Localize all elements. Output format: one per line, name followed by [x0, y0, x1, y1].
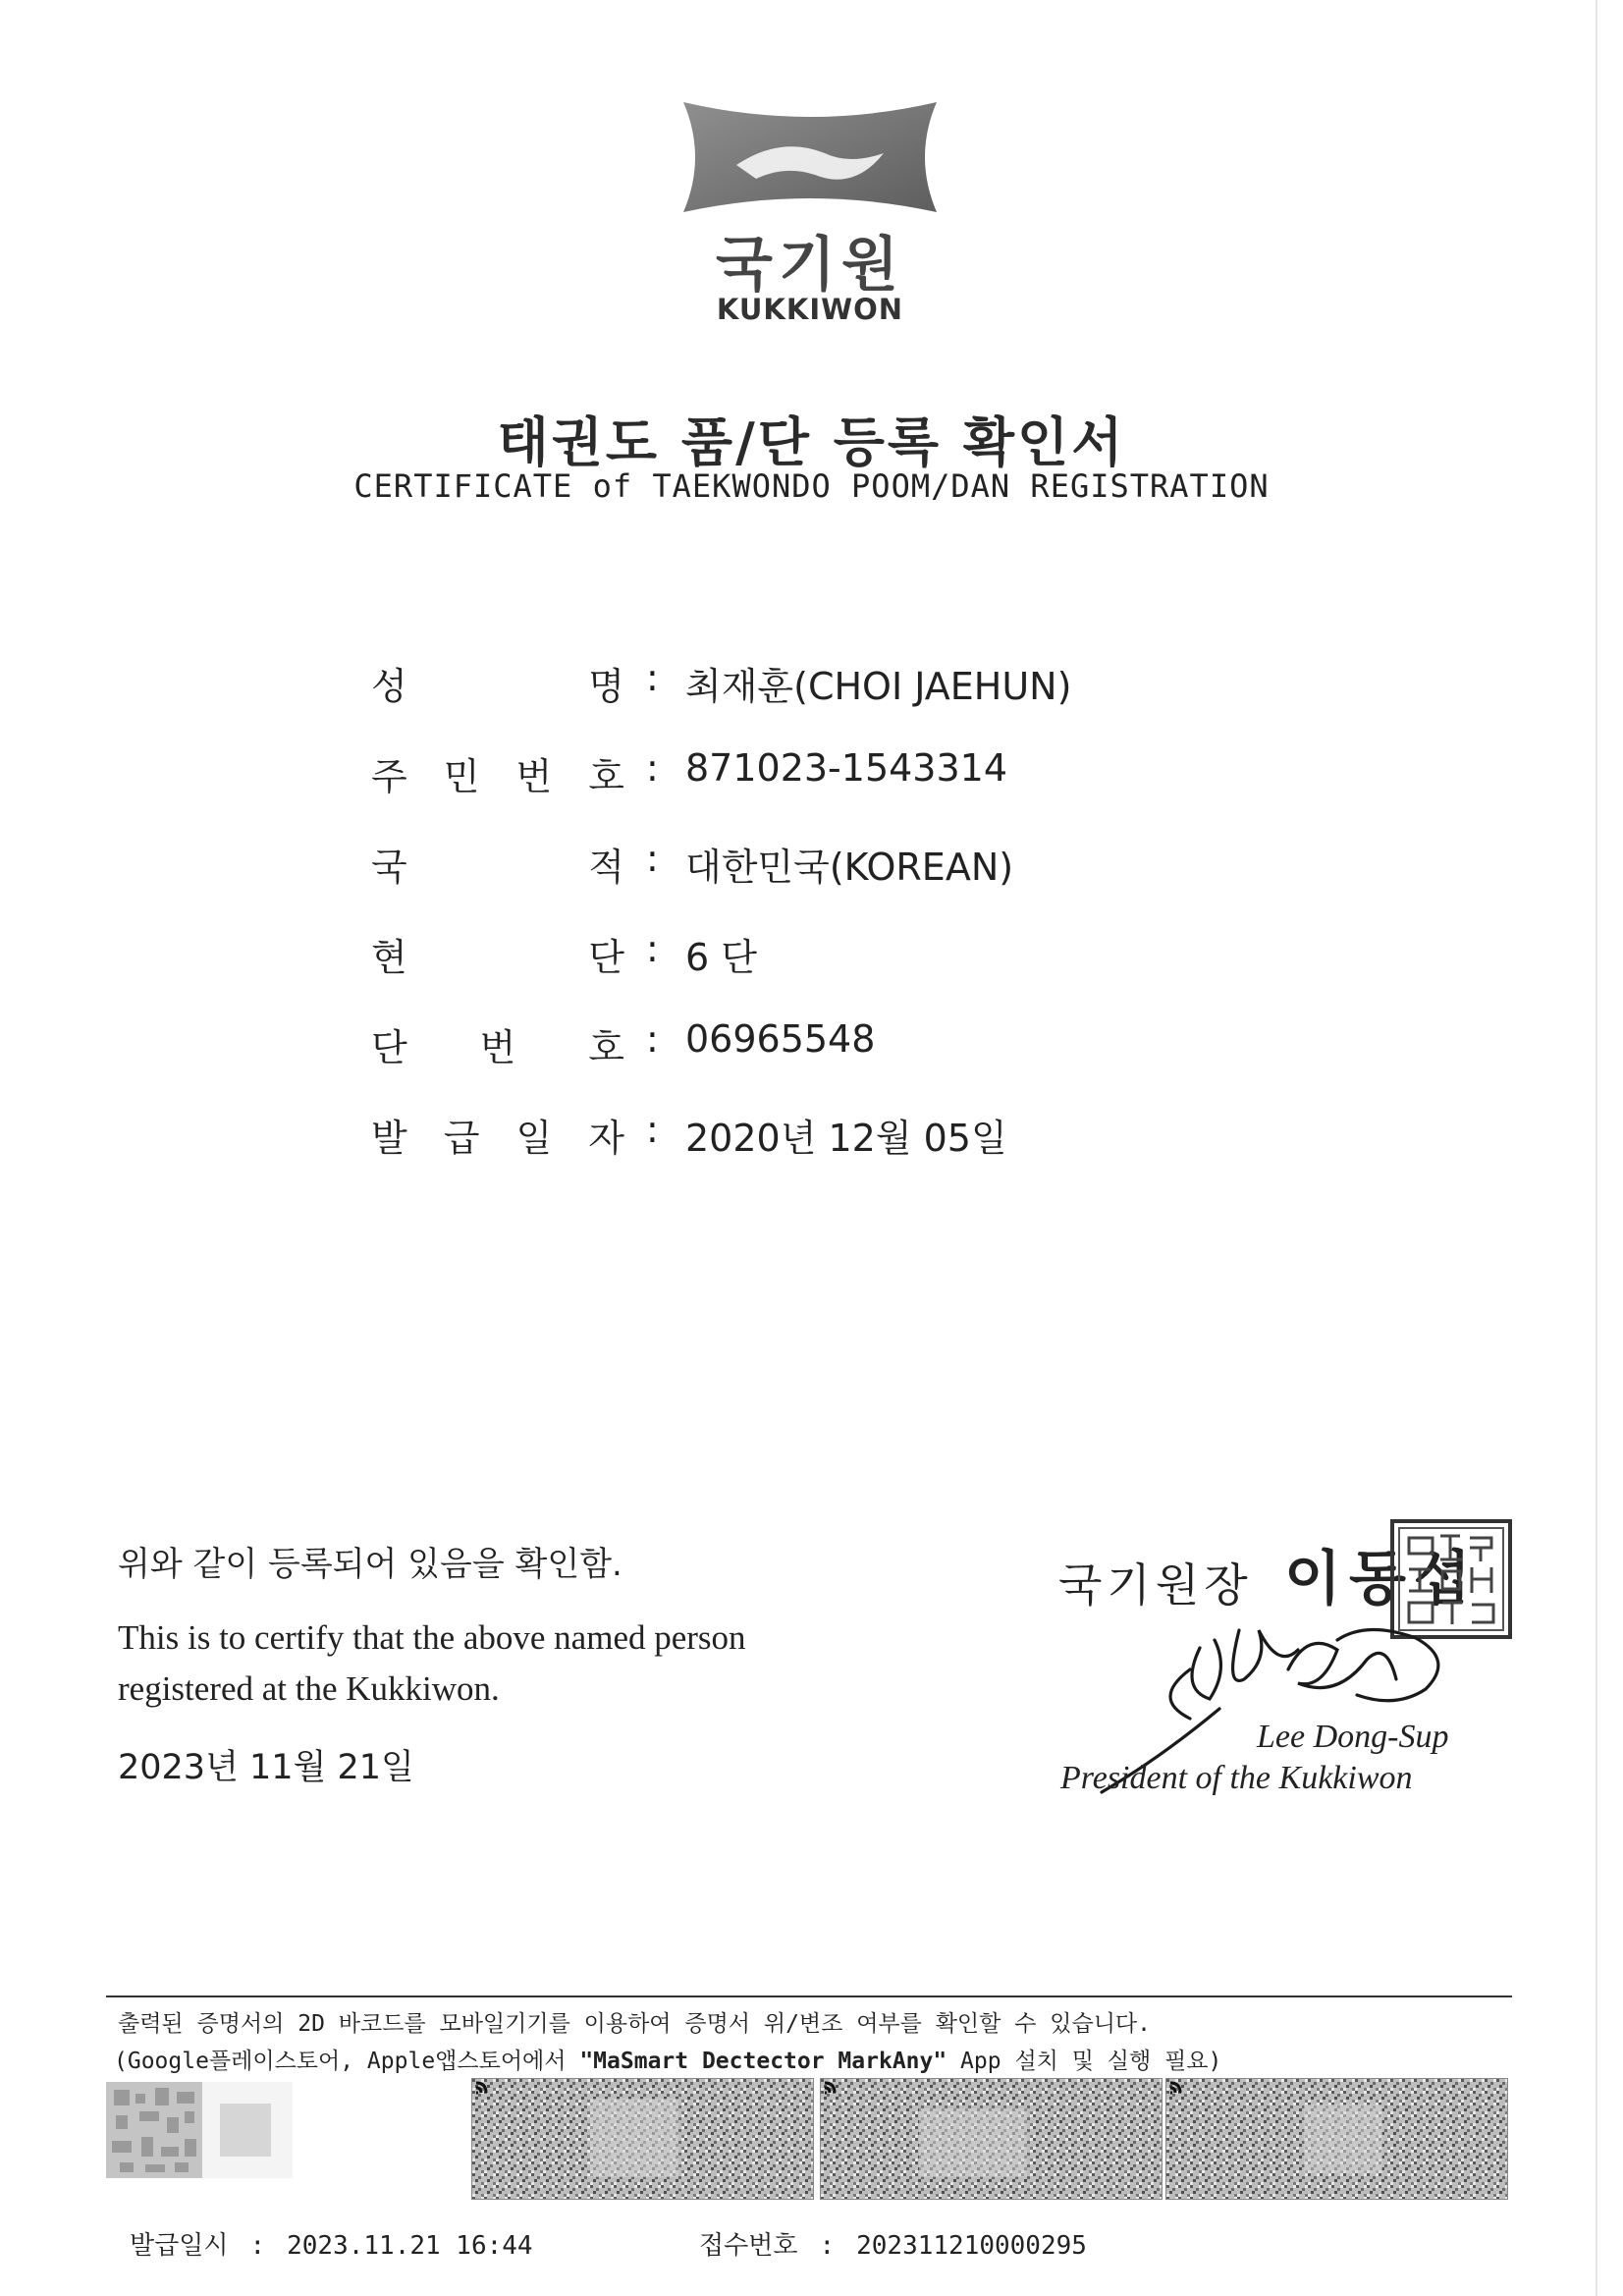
logo-korean-text: 국기원 — [716, 231, 904, 300]
footer-note-line1: 출력된 증명서의 2D 바코드를 모바일기기를 이용하여 증명서 위/변조 여부를 확인할 수 있습니다. — [118, 2011, 1151, 2037]
field-value: 최재훈(CHOI JAEHUN) — [685, 665, 1072, 708]
issued-datetime: 발급일시 : 2023.11.21 16:44 — [130, 2231, 533, 2261]
2d-barcode-icon — [820, 2078, 1163, 2200]
receipt-number: 접수번호 : 202311210000295 — [699, 2231, 1087, 2261]
certification-english-line2: registered at the Kukkiwon. — [118, 1669, 500, 1708]
field-label: 발 급 일 자 — [371, 1117, 624, 1160]
president-name-korean: 이동섭 — [1284, 1545, 1479, 1613]
field-label: 주 민 번 호 — [371, 755, 624, 798]
field-value: 06965548 — [685, 1017, 876, 1061]
field-value: 6 단 — [685, 936, 757, 979]
logo-english-text: KUKKIWON — [716, 293, 904, 326]
president-name-english: Lee Dong-Sup — [1257, 1719, 1449, 1755]
footer-divider — [106, 1995, 1512, 1997]
field-value: 871023-1543314 — [685, 746, 1008, 790]
qr-code-icon — [106, 2082, 293, 2178]
president-title-english: President of the Kukkiwon — [1060, 1760, 1413, 1796]
scan-edge — [1596, 0, 1597, 2296]
2d-barcode-icon — [1165, 2078, 1508, 2200]
field-label: 성 명 — [371, 665, 624, 708]
field-label: 단 번 호 — [371, 1026, 624, 1069]
title-korean: 태권도 품/단 등록 확인서 — [497, 411, 1126, 473]
field-value: 대한민국(KOREAN) — [685, 846, 1014, 889]
certification-korean: 위와 같이 등록되어 있음을 확인함. — [118, 1545, 622, 1584]
title-english: CERTIFICATE of TAEKWONDO POOM/DAN REGISTRATION — [353, 467, 1270, 505]
field-label: 현 단 — [371, 936, 624, 979]
president-title-korean: 국기원장 — [1058, 1558, 1253, 1612]
footer-note-line2: (Google플레이스토어, Apple앱스토어에서 "MaSmart Dectector MarkAny" App 설치 및 실행 필요) — [114, 2049, 1222, 2074]
field-label: 국 적 — [371, 846, 624, 889]
certification-date: 2023년 11월 21일 — [118, 1748, 414, 1787]
certification-english-line1: This is to certify that the above named person — [118, 1618, 746, 1657]
field-value: 2020년 12월 05일 — [685, 1117, 1007, 1160]
2d-barcode-icon — [471, 2078, 814, 2200]
